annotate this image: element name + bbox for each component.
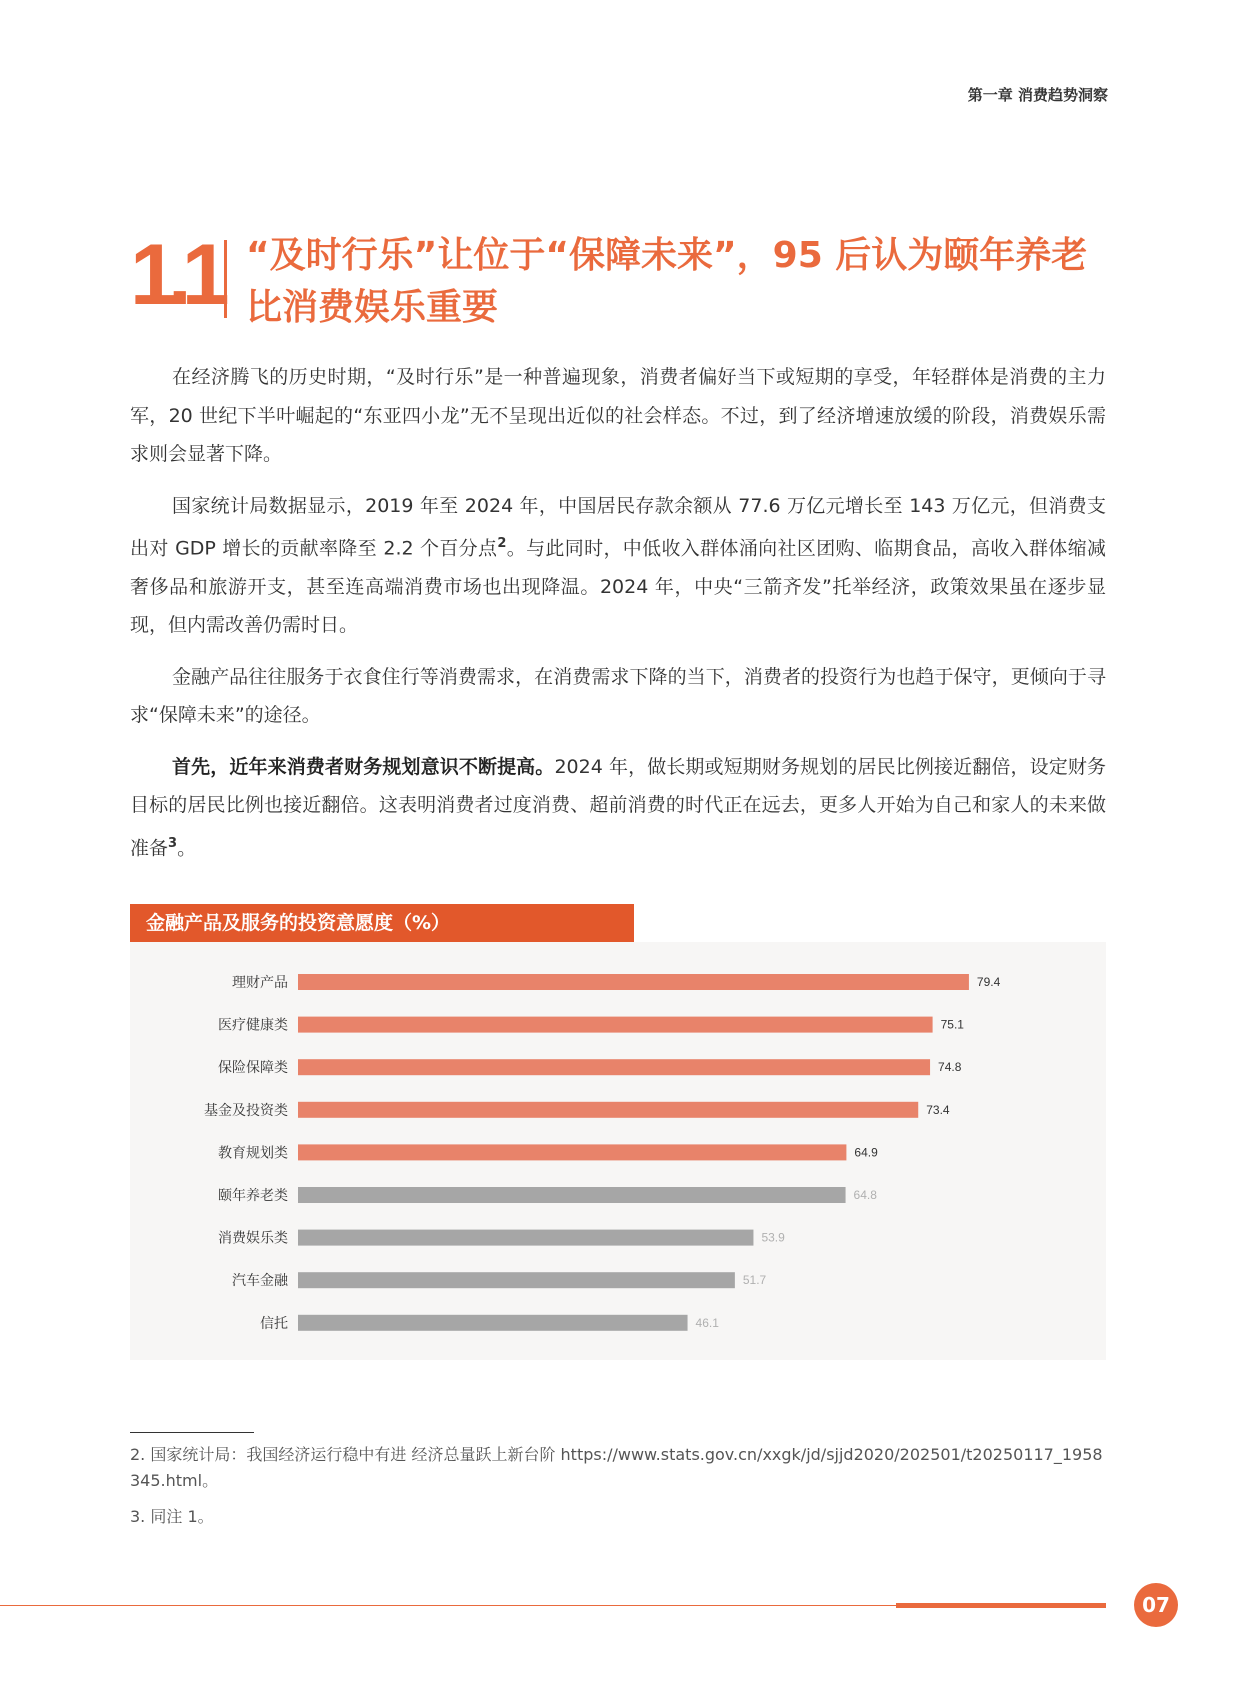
data-label: 74.8 [938, 1060, 962, 1075]
data-label: 53.9 [761, 1230, 785, 1245]
section-title: “及时行乐”让位于“保障未来”，95 后认为颐年养老比消费娱乐重要 [246, 235, 1088, 328]
bar [298, 1315, 688, 1331]
section-divider [224, 240, 227, 318]
paragraph-1: 在经济腾飞的历史时期，“及时行乐”是一种普遍现象，消费者偏好当下或短期的享受，年轻群体是消费的主力军，20 世纪下半叶崛起的“东亚四小龙”无不呈现出近似的社会样态。不过，到了经济增速放缓的阶段，消费娱乐需求则会显著下降。 [130, 366, 1106, 465]
category-label: 医疗健康类 [218, 1017, 288, 1034]
category-label: 消费娱乐类 [218, 1230, 288, 1247]
footnote-rule [130, 1432, 254, 1433]
bar [298, 1059, 930, 1075]
chart-title: 金融产品及服务的投资意愿度（%） [130, 904, 634, 942]
data-label: 79.4 [976, 975, 1001, 989]
section-number: 1.1 [130, 227, 220, 323]
category-label: 教育规划类 [218, 1145, 288, 1162]
category-label: 汽车金融 [232, 1273, 288, 1290]
data-label: 51.7 [742, 1273, 767, 1288]
data-label: 64.8 [853, 1188, 877, 1202]
chapter-header: 第一章 消费趋势洞察 [967, 86, 1108, 104]
paragraph-2-text: 国家统计局数据显示，2019 年至 2024 年，中国居民存款余额从 77.6 万亿元增长至 143 万亿元，但消费支出对 GDP 增长的贡献率降至 2.2 个百分点 [130, 494, 1106, 560]
footer-accent [896, 1603, 1106, 1608]
footnote-ref-3[interactable]: 3 [168, 835, 178, 851]
paragraph-3: 金融产品往往服务于衣食住行等消费需求，在消费需求下降的当下，消费者的投资行为也趋于保守，更倾向于寻求“保障未来”的途径。 [130, 665, 1106, 727]
category-label: 基金及投资类 [204, 1102, 288, 1119]
paragraph-4 [130, 748, 1106, 868]
category-label: 保险保障类 [218, 1060, 288, 1077]
category-label: 理财产品 [232, 975, 288, 991]
footnote-3: 3. 同注 1。 [130, 1507, 214, 1526]
body-text [130, 358, 1106, 881]
bar [298, 974, 969, 990]
category-label: 颐年养老类 [218, 1188, 288, 1204]
paragraph-2-rest: 。与此同时，中低收入群体涌向社区团购、临期食品，高收入群体缩减奢侈品和旅游开支，甚至连高端消费市场也出现降温。2024 年，中央“三箭齐发”托举经济，政策效果虽在逐步显现，但内需改善仍需时日。 [130, 537, 1106, 637]
data-label: 64.9 [854, 1145, 878, 1160]
data-label: 73.4 [926, 1102, 950, 1117]
paragraph-4-text: 2024 年，做长期或短期财务规划的居民比例接近翻倍，设定财务目标的居民比例也接近翻倍。这表明消费者过度消费、超前消费的时代正在远去，更多人开始为自己和家人的未来做准备 [130, 755, 1106, 860]
data-label: 46.1 [695, 1315, 719, 1330]
footnote-2: 2. 国家统计局：我国经济运行稳中有进 经济总量跃上新台阶 https://www.stats.gov.cn/xxgk/jd/sjjd2020/202501/t20250117_1958345.html。 [130, 1445, 1103, 1490]
paragraph-2 [130, 487, 1106, 645]
bar [298, 1017, 933, 1033]
bar [298, 1187, 846, 1203]
paragraph-4-lead: 首先，近年来消费者财务规划意识不断提高。 [172, 755, 555, 778]
footnotes [130, 1442, 1106, 1540]
chart-panel [130, 942, 1106, 1360]
bar [298, 1272, 735, 1288]
data-label: 75.1 [940, 1017, 964, 1032]
bar [298, 1102, 918, 1118]
bar [298, 1144, 846, 1160]
bar [298, 1230, 753, 1246]
paragraph-4-end: 。 [177, 837, 197, 860]
page-number: 07 [1134, 1583, 1178, 1627]
footnote-ref-2[interactable]: 2 [497, 536, 507, 551]
category-label: 信托 [260, 1315, 288, 1332]
bar-chart [130, 942, 1106, 1360]
